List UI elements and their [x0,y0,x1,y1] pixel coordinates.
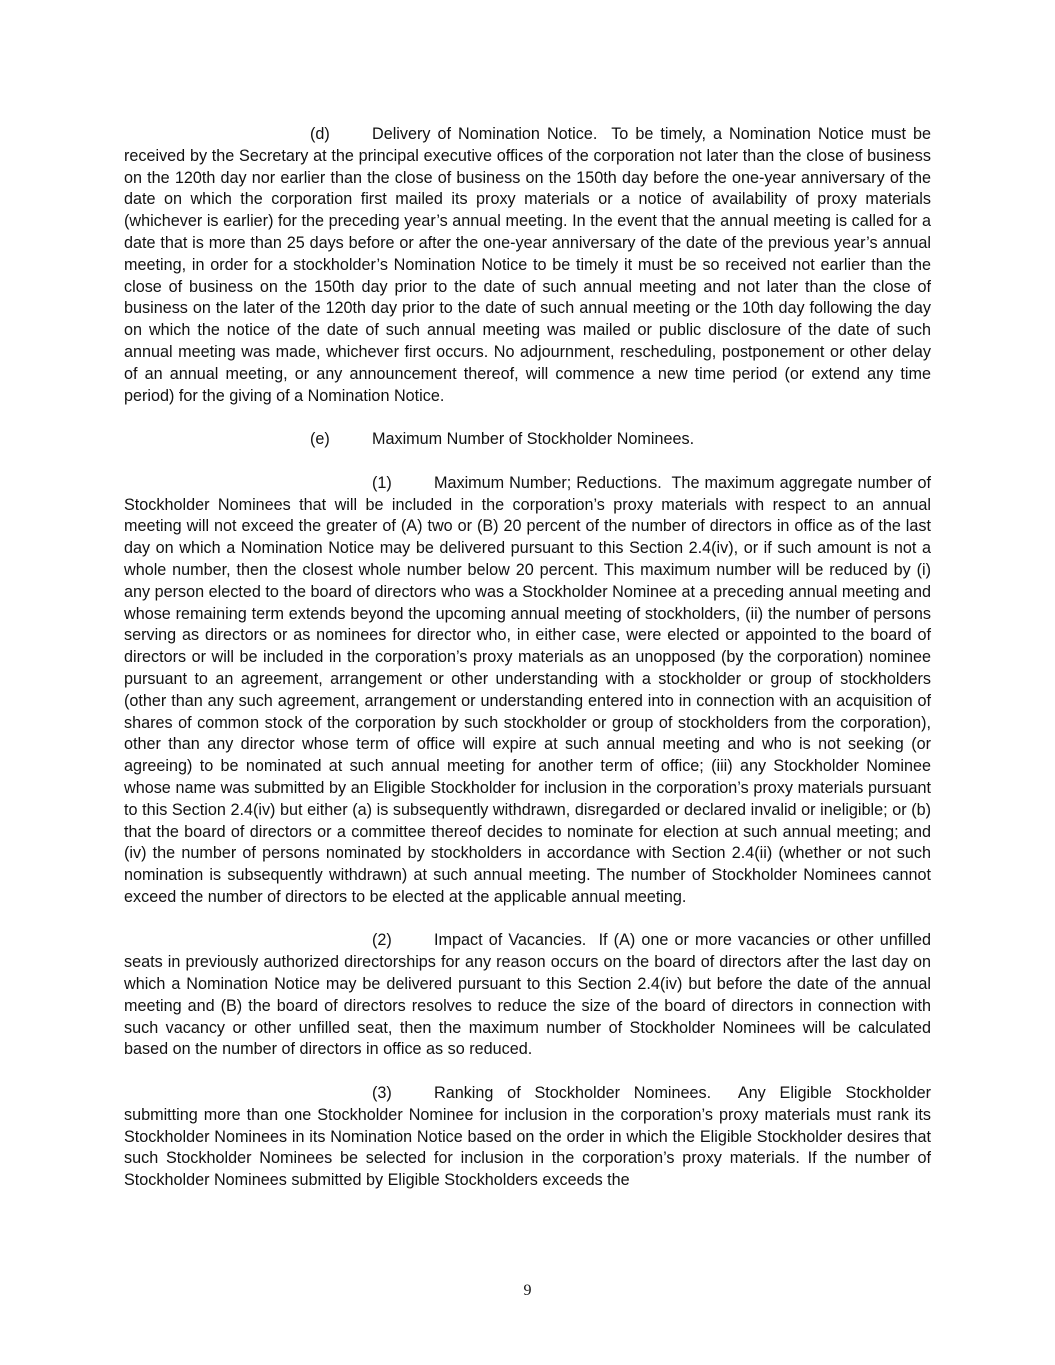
section-d-title: Delivery of Nomination Notice. [372,125,598,143]
subsection-1-title: Maximum Number; Reductions. [434,473,662,492]
subsection-1-body: The maximum aggregate number of Stockholder Nominees that will be included in the corporation’s proxy materials with respect to an annual meeting will not exceed the greater of (A) two or (B) 20 percent of the number of directors in office as of the last day on which a Nomination Notice may be delivered pursuant to this Section 2.4(iv), or if such amount is not a whole number, then the closest whole number below 20 percent. This maximum number will be reduced by (i) any person elected to the board of directors who was a Stockholder Nominee at a preceding annual meeting and whose remaining term extends beyond the upcoming annual meeting of stockholders, (ii) the number of persons serving as directors or as nominees for director who, in either case, were elected or appointed to the board of directors or will be included in the corporation’s proxy materials as an unopposed (by the corporation) nominee pursuant to an agreement, arrangement or other understanding with a stockholder or group of stockholders (other than any such agreement, arrangement or understanding entered into in connection with an acquisition of shares of common stock of the corporation by such stockholder or group of stockholders from the corporation), other than any director whose term of office will expire at such annual meeting and who is not seeking (or agreeing) to be nominated at such annual meeting for another term of office; (iii) any Stockholder Nominee whose name was submitted by an Eligible Stockholder for inclusion in the corporation’s proxy materials pursuant to this Section 2.4(iv) but either (a) is subsequently withdrawn, disregarded or declared invalid or ineligible; or (b) that the board of directors or a committee thereof decides to nominate for election at such annual meeting; and (iv) the number of persons nominated by stockholders in accordance with Section 2.4(ii) (whether or not such nomination is subsequently withdrawn) at such annual meeting. The number of Stockholder Nominees cannot exceed the number of directors to be elected at the applicable annual meeting. [124,473,932,906]
section-d-marker: (d) [310,125,330,143]
subsection-3-title: Ranking of Stockholder Nominees. [434,1084,712,1103]
subsection-3-body: Any Eligible Stockholder submitting more than one Stockholder Nominee for inclusion in the corporation’s proxy materials must rank its Stockholder Nominees in its Nomination Notice based on the order in which the Eligible Stockholder desires that such Stockholder Nominees be selected for inclusion in the corporation’s proxy materials. If the number of Stockholder Nominees submitted by Eligible Stockholders exceeds the [124,1084,931,1190]
subsection-1-marker: (1) [372,473,392,492]
subsection-2-title: Impact of Vacancies. [434,931,587,950]
subsection-2-body: If (A) one or more vacancies or other unfilled seats in previously authorized directorships for any reason occurs on the board of directors after the last day on which a Nomination Notice may be delivered pursuant to this Section 2.4(iv) but before the date of the annual meeting and (B) the board of directors resolves to reduce the size of the board of directors in connection with such vacancy or other unfilled seat, then the maximum number of Stockholder Nominees will be calculated based on the number of directors in office as so reduced. [124,931,931,1059]
subsection-2-marker: (2) [372,931,392,950]
section-d-paragraph [124,124,931,407]
section-e-marker: (e) [310,430,330,449]
section-e-title: Maximum Number of Stockholder Nominees. [372,430,695,449]
subsection-3-marker: (3) [372,1084,392,1103]
document-page [124,124,931,1214]
subsection-2-paragraph [124,930,931,1061]
page-number: 9 [523,1282,532,1299]
section-d-body: To be timely, a Nomination Notice must be received by the Secretary at the principal executive offices of the corporation not later than the close of business on the 120th day nor earlier than the close of business on the 150th day before the one-year anniversary of the date on which the corporation first mailed its proxy materials or a notice of availability of proxy materials (whichever is earlier) for the preceding year’s annual meeting. In the event that the annual meeting is called for a date that is more than 25 days before or after the one-year anniversary of the date of the previous year’s annual meeting, in order for a stockholder’s Nomination Notice to be timely it must be so received not earlier than the close of business on the 150th day prior to the date of such annual meeting and not later than the close of business on the later of the 120th day prior to the date of such annual meeting or the 10th day following the day on which the notice of the date of such annual meeting was mailed or public disclosure of the date of such annual meeting was made, whichever first occurs. No adjournment, rescheduling, postponement or other delay of an annual meeting, or any announcement thereof, will commence a new time period (or extend any time period) for the giving of a Nomination Notice. [124,125,932,405]
subsection-3-paragraph [124,1083,931,1192]
subsection-1-paragraph [124,473,931,909]
section-e-heading [124,429,931,451]
